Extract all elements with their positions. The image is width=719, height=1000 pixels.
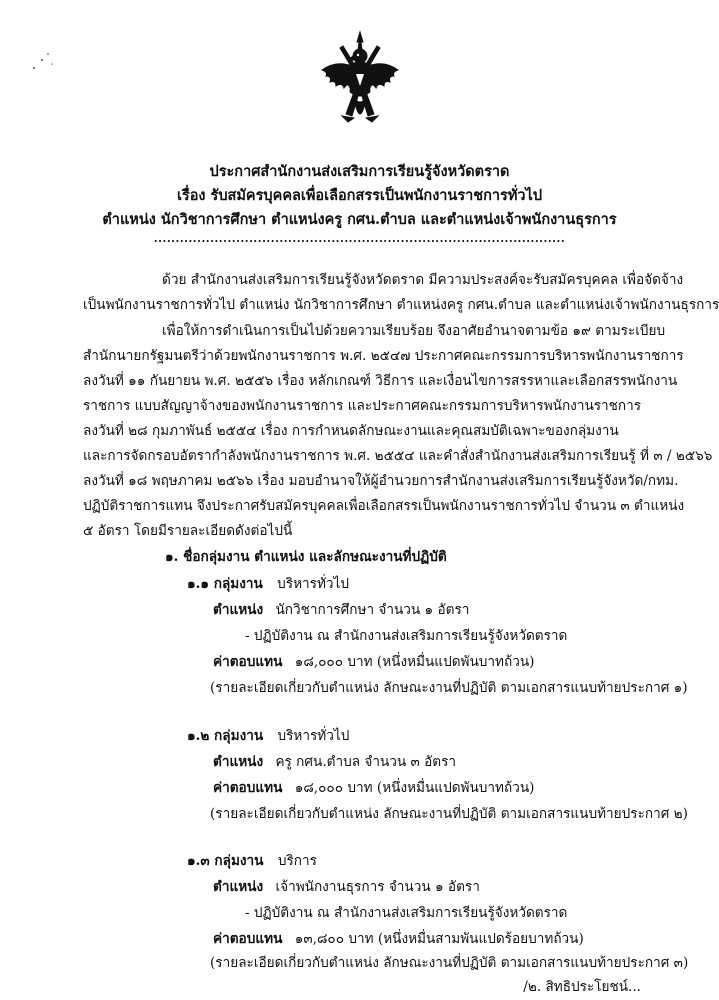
pay-value: ๑๘,๐๐๐ บาท (หนึ่งหมื่นแปดพันบาทถ้วน) [294,780,535,796]
para2-line: และการจัดกรอบอัตรากำลังพนักงานราชการ พ.ศ. ๒๕๕๔ และคำสั่งสำนักงานส่งเสริมการเรียนรู้ ที่ ๓ / ๒๕๖๖ [83,448,713,464]
group-1-2 [187,724,349,746]
page-continuation: /๒. สิทธิประโยชน์... [523,979,641,995]
pay-1-2 [213,776,534,798]
group-1-3 [187,849,317,871]
announcement-subject: เรื่อง รับสมัครบุคคลเพื่อเลือกสรรเป็นพนักงานราชการทั่วไป [176,187,543,204]
pay-1-3 [213,927,584,949]
para2-line: ราชการ แบบสัญญาจ้างของพนักงานราชการ และประกาศคณะกรรมการบริหารพนักงานราชการ [83,398,642,414]
group-value: บริหารทั่วไป [277,728,350,744]
position-label: ตำแหน่ง [213,602,264,618]
pay-1-1 [213,650,534,672]
para2-line: เพื่อให้การดำเนินการเป็นไปด้วยความเรียบร้อย จึงอาศัยอำนาจตามข้อ ๑๙ ตามระเบียบ [162,323,666,339]
para2-line: ลงวันที่ ๑๘ พฤษภาคม ๒๕๖๖ เรื่อง มอบอำนาจให้ผู้อำนวยการสำนักงานส่งเสริมการเรียนรู้จังหวัด/กทม. [83,473,679,489]
position-value: เจ้าพนักงานธุรการ จำนวน ๑ อัตรา [275,879,480,895]
position-label: ตำแหน่ง [213,754,264,770]
section1-heading: ๑. ชื่อกลุ่มงาน ตำแหน่ง และลักษณะงานที่ปฏิบัติ [165,549,447,565]
announcement-positions: ตำแหน่ง นักวิชาการศึกษา ตำแหน่งครู กศน.ตำบล และตำแหน่งเจ้าพนักงานธุรการ [102,211,617,228]
para1-line: ด้วย สำนักงานส่งเสริมการเรียนรู้จังหวัดตราด มีความประสงค์จะรับสมัครบุคคล เพื่อจัดจ้าง [162,272,684,288]
para1-line: เป็นพนักงานราชการทั่วไป ตำแหน่ง นักวิชาการศึกษา ตำแหน่งครู กศน.ตำบล และตำแหน่งเจ้าพนักงานธุรการ [83,297,719,313]
pay-label: ค่าตอบแทน [213,654,283,670]
details-1-2: (รายละเอียดเกี่ยวกับตำแหน่ง ลักษณะงานที่ปฏิบัติ ตามเอกสารแนบท้ายประกาศ ๒) [210,806,688,822]
para2-line: ๕ อัตรา โดยมีรายละเอียดดังต่อไปนี้ [83,523,293,539]
pay-value: ๑๘,๐๐๐ บาท (หนึ่งหมื่นแปดพันบาทถ้วน) [294,654,535,670]
group-value: บริหารทั่วไป [277,576,350,592]
position-1-3 [213,875,480,897]
duty-1-1: - ปฏิบัติงาน ณ สำนักงานส่งเสริมการเรียนรู้จังหวัดตราด [245,628,568,644]
group-label: ๑.๓ กลุ่มงาน [187,853,264,869]
group-value: บริการ [277,853,317,869]
header-separator: ............................................................................................... [153,232,566,245]
para2-line: สำนักนายกรัฐมนตรีว่าด้วยพนักงานราชการ พ.ศ. ๒๕๔๗ ประกาศคณะกรรมการบริหารพนักงานราชการ [83,348,684,364]
group-1-1 [187,572,349,594]
position-label: ตำแหน่ง [213,879,264,895]
position-value: นักวิชาการศึกษา จำนวน ๑ อัตรา [275,602,470,618]
scan-specks [30,48,60,78]
pay-label: ค่าตอบแทน [213,931,283,947]
details-1-3: (รายละเอียดเกี่ยวกับตำแหน่ง ลักษณะงานที่ปฏิบัติ ตามเอกสารแนบท้ายประกาศ ๓) [210,955,689,971]
details-1-1: (รายละเอียดเกี่ยวกับตำแหน่ง ลักษณะงานที่ปฏิบัติ ตามเอกสารแนบท้ายประกาศ ๑) [210,680,688,696]
garuda-emblem-icon [318,30,402,140]
para2-line: ลงวันที่ ๒๘ กุมภาพันธ์ ๒๕๕๔ เรื่อง การกำหนดลักษณะงานและคุณสมบัติเฉพาะของกลุ่มงาน [83,423,619,439]
announcement-title: ประกาศสำนักงานส่งเสริมการเรียนรู้จังหวัดตราด [209,163,510,180]
group-label: ๑.๑ กลุ่มงาน [187,576,263,592]
pay-label: ค่าตอบแทน [213,780,283,796]
para2-line: ลงวันที่ ๑๑ กันยายน พ.ศ. ๒๕๕๖ เรื่อง หลักเกณฑ์ วิธีการ และเงื่อนไขการสรรหาและเลือกสรรพนักงาน [83,373,678,389]
position-1-1 [213,598,469,620]
para2-line: ปฏิบัติราชการแทน จึงประกาศรับสมัครบุคคลเพื่อเลือกสรรเป็นพนักงานราชการทั่วไป จำนวน ๓ ตำแหน่ง [83,498,685,514]
group-label: ๑.๒ กลุ่มงาน [187,728,264,744]
position-1-2 [213,750,456,772]
duty-1-3: - ปฏิบัติงาน ณ สำนักงานส่งเสริมการเรียนรู้จังหวัดตราด [245,905,568,921]
position-value: ครู กศน.ตำบล จำนวน ๓ อัตรา [275,754,457,770]
pay-value: ๑๓,๘๐๐ บาท (หนึ่งหมื่นสามพันแปดร้อยบาทถ้วน) [294,931,584,947]
